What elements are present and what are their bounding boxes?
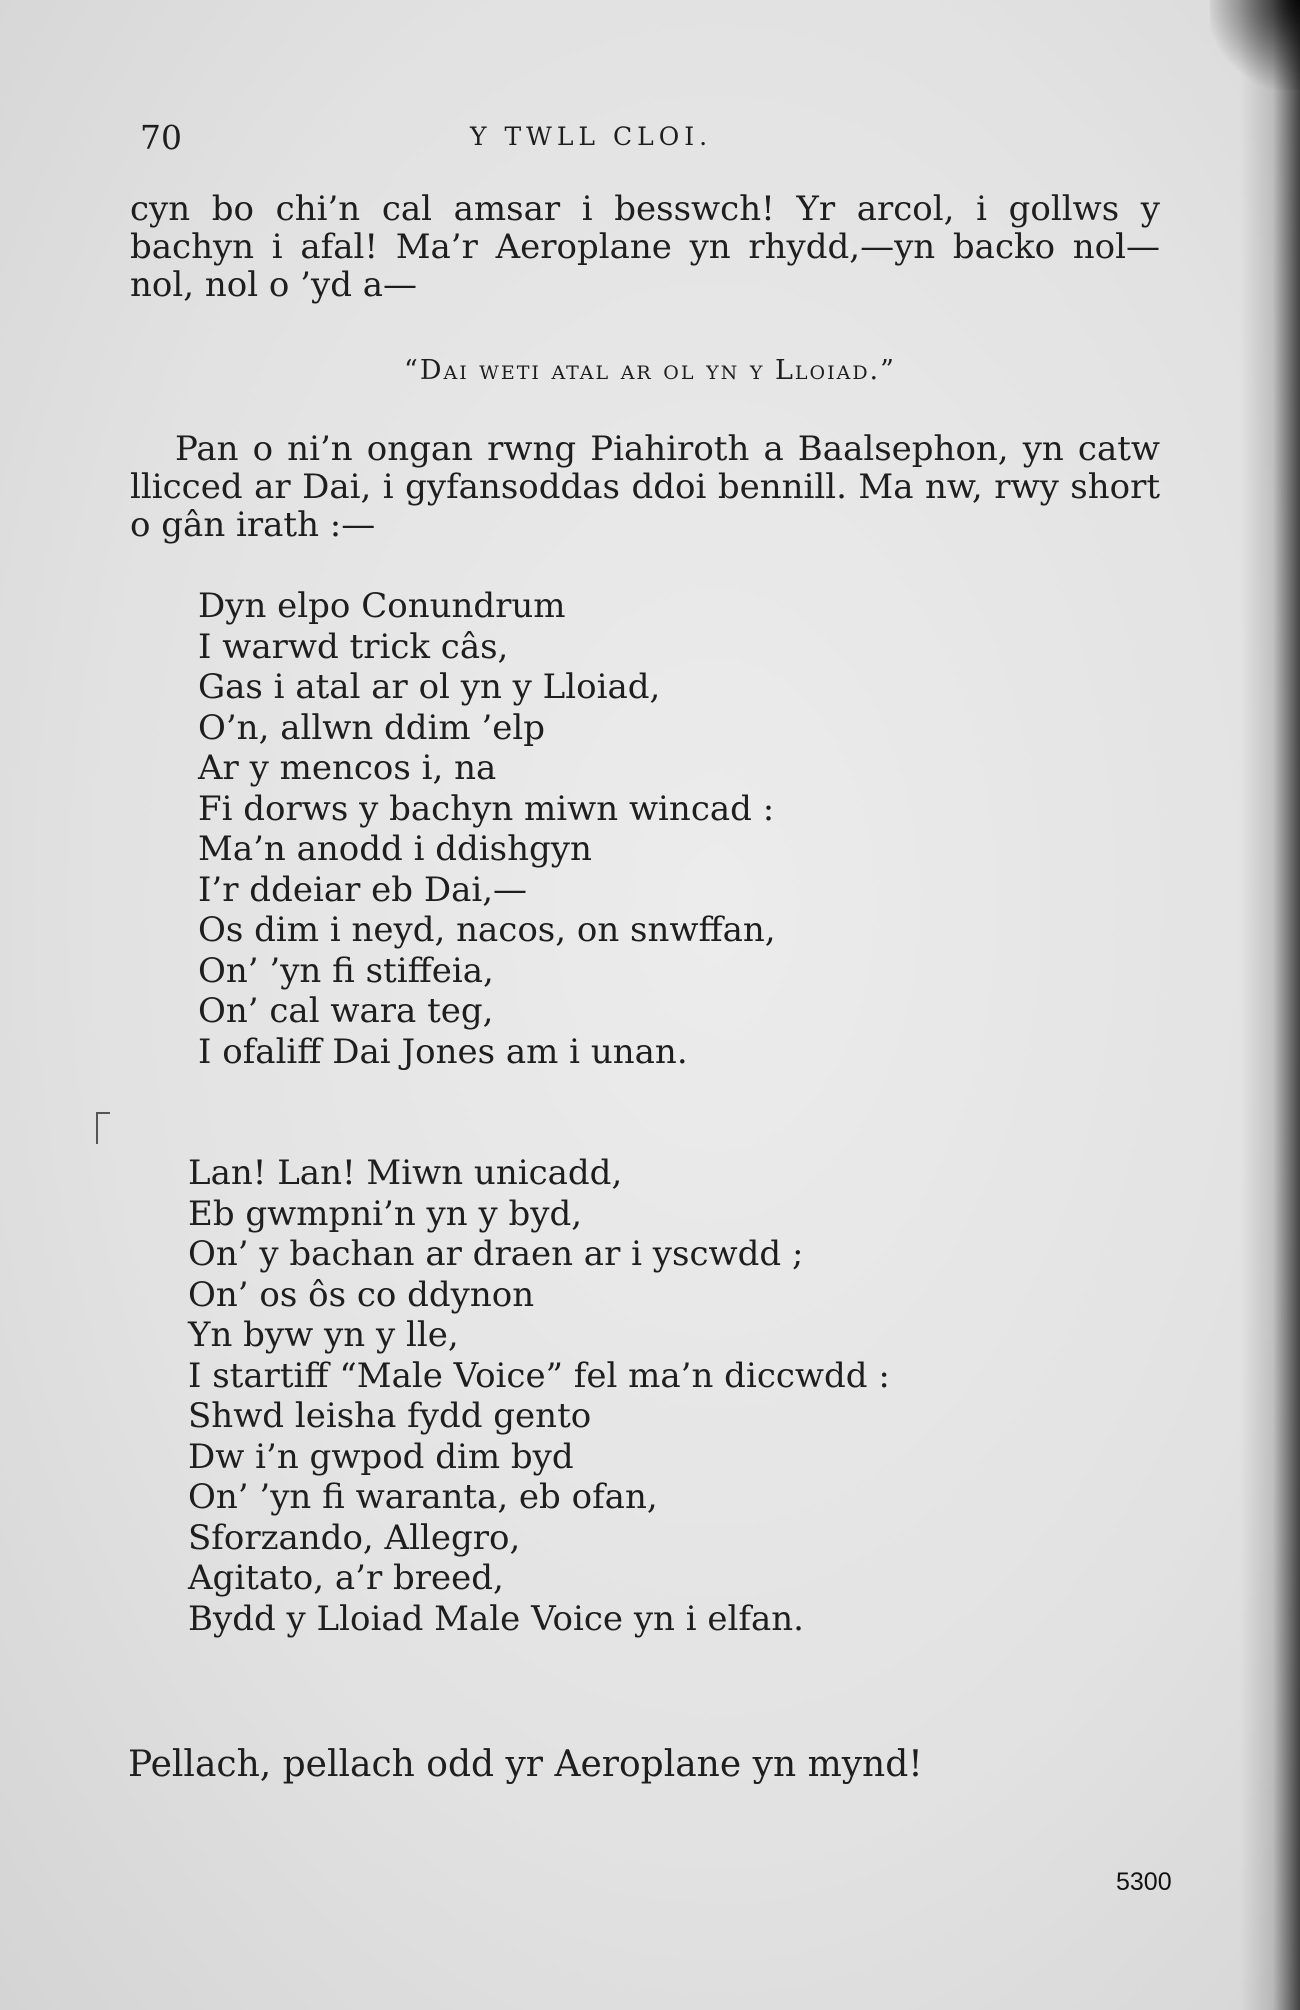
page-corner-shadow <box>1210 0 1300 90</box>
verse-line: I warwd trick câs, <box>198 626 509 667</box>
verse-line: Agitato, a’r breed, <box>188 1558 504 1598</box>
verse-line: Bydd y Lloiad Male Voice yn i elfan. <box>188 1598 804 1639</box>
archive-stamp-number: 5300 <box>1116 1868 1172 1896</box>
section-caption: “Dai weti atal ar ol yn y Lloiad.” <box>404 355 896 386</box>
verse-line: I’r ddeiar eb Dai,— <box>198 869 528 910</box>
verse-line: I startiff “Male Voice” fel ma’n diccwdd : <box>188 1355 890 1396</box>
stanza-two <box>188 1153 890 1639</box>
verse-line: Gas i atal ar ol yn y Lloiad, <box>198 667 661 707</box>
page-number: 70 <box>140 118 182 157</box>
verse-line: Eb gwmpni’n yn y byd, <box>188 1193 583 1234</box>
verse-line: On’ os ôs co ddynon <box>188 1274 535 1315</box>
closing-line: Pellach, pellach odd yr Aeroplane yn mynd! <box>128 1744 923 1785</box>
running-head: Y TWLL CLOI. <box>470 122 713 151</box>
verse-line: Lan! Lan! Miwn unicadd, <box>188 1153 623 1193</box>
verse-line: Dw i’n gwpod dim byd <box>188 1436 574 1477</box>
page-header <box>140 118 1140 168</box>
verse-line: Ma’n anodd i ddishgyn <box>198 829 592 869</box>
page-edge-shadow <box>1240 0 1300 2010</box>
verse-line: Fi dorws y bachyn miwn wincad : <box>198 788 775 829</box>
verse-line: Ar y mencos i, na <box>198 748 497 788</box>
verse-line: On’ cal wara teg, <box>198 991 494 1031</box>
verse-line: Os dim i neyd, nacos, on snwffan, <box>198 910 776 950</box>
verse-line: I ofaliff Dai Jones am i unan. <box>198 1031 688 1072</box>
verse-line: Yn byw yn y lle, <box>188 1315 459 1355</box>
verse-line: On’ ’yn fi waranta, eb ofan, <box>188 1477 658 1517</box>
verse-line: Shwd leisha fydd gento <box>188 1396 592 1436</box>
intro-paragraph: Pan o ni’n ongan rwng Piahiroth a Baalsephon, yn catw llicced ar Dai, i gyfansoddas ddoi bennill. Ma nw, rwy short o gân irath :— <box>130 429 1160 545</box>
opening-paragraph: cyn bo chi’n cal amsar i besswch! Yr arcol, i gollws y bachyn i afal! Ma’r Aeroplane yn rhydd,—yn backo nol—nol, nol o ’yd a— <box>130 189 1160 305</box>
verse-line: Dyn elpo Conundrum <box>198 586 566 626</box>
verse-line: On’ y bachan ar draen ar i yscwdd ; <box>188 1234 804 1274</box>
verse-line: Sforzando, Allegro, <box>188 1517 521 1558</box>
print-crop-mark <box>96 1112 110 1144</box>
verse-line: O’n, allwn ddim ’elp <box>198 707 546 748</box>
verse-line: On’ ’yn fi stiffeia, <box>198 950 494 991</box>
stanza-one <box>198 586 776 1072</box>
